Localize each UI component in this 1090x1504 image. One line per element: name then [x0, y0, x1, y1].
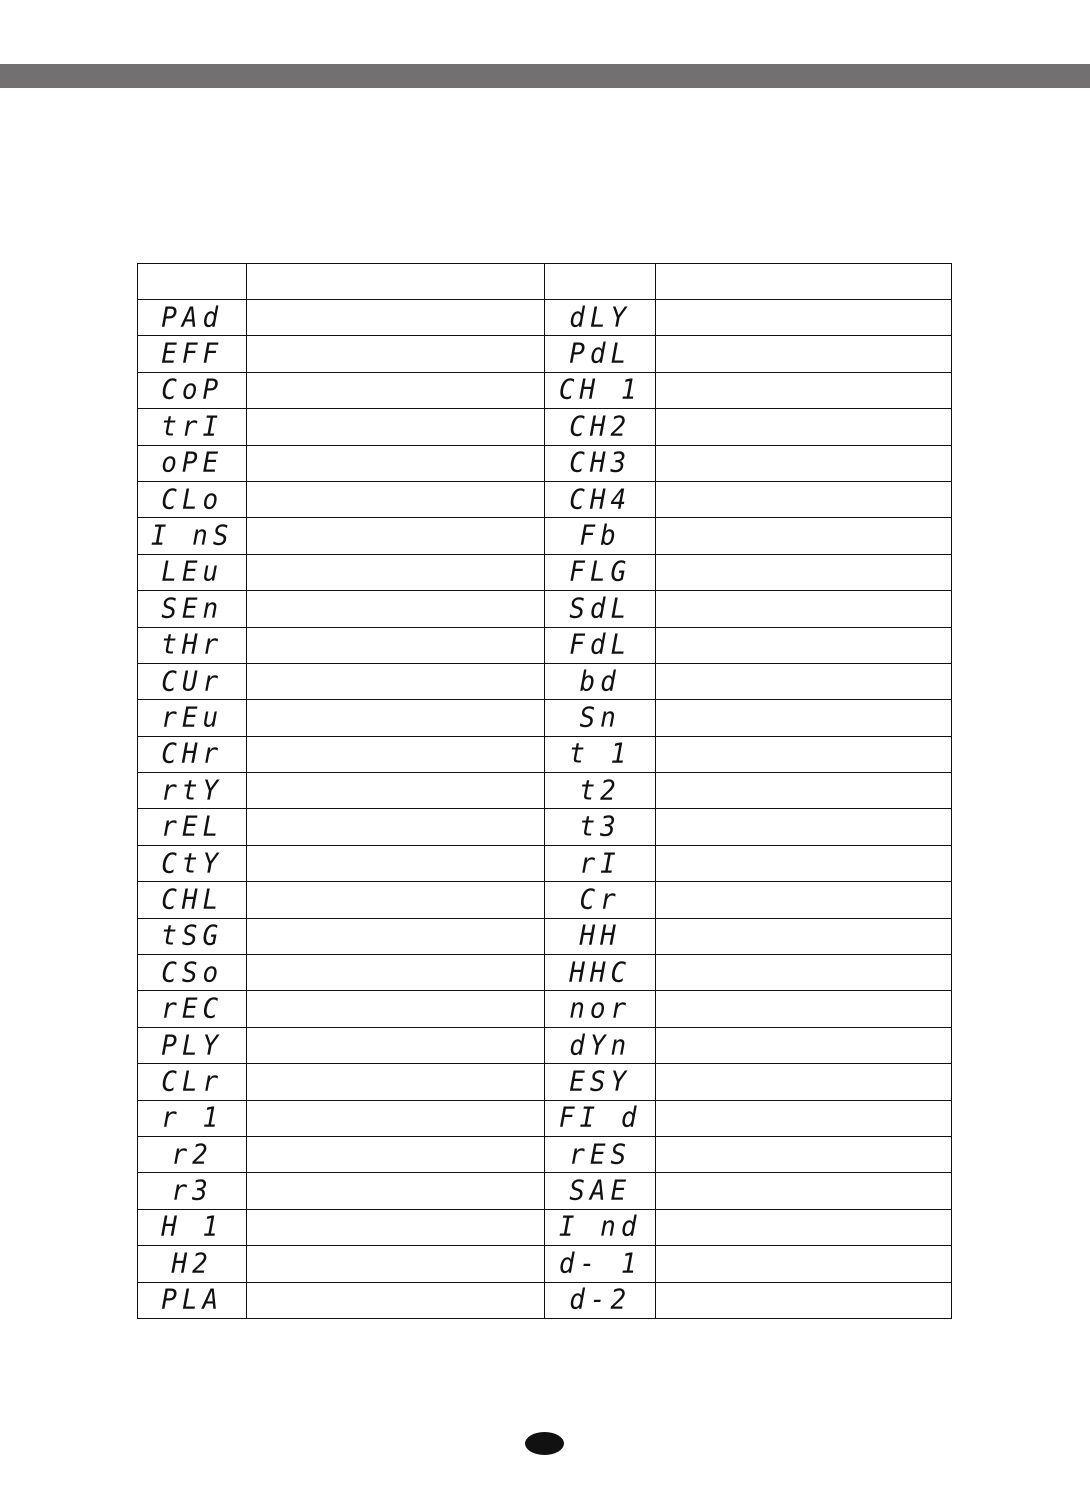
code-cell: [138, 445, 247, 481]
lcd-code: trI: [161, 411, 224, 443]
table-row: [138, 773, 952, 809]
table-row: [138, 554, 952, 590]
lcd-code: CHr: [161, 738, 224, 771]
lcd-code: I nS: [150, 520, 234, 552]
code-cell: [545, 554, 655, 590]
lcd-code: CoP: [161, 374, 224, 407]
description-cell: [247, 336, 545, 372]
table-row: [138, 700, 952, 736]
code-cell: [545, 955, 655, 991]
description-cell: [655, 991, 951, 1027]
code-cell: [138, 336, 247, 372]
lcd-code: d-2: [569, 1284, 632, 1316]
code-cell: [545, 809, 655, 845]
lcd-code: H 1: [161, 1211, 224, 1244]
description-cell: [247, 372, 545, 408]
lcd-code: t2: [579, 775, 621, 807]
table-row: [138, 518, 952, 554]
lcd-code: PdL: [569, 338, 632, 370]
lcd-code: CLo: [161, 483, 224, 516]
lcd-code: CH 1: [558, 374, 642, 407]
header-cell-description-2: [655, 264, 951, 300]
description-cell: [247, 773, 545, 809]
code-cell: [138, 1027, 247, 1063]
code-cell: [138, 591, 247, 627]
table-row: [138, 1136, 952, 1172]
table-row: [138, 1282, 952, 1318]
code-cell: [545, 627, 655, 663]
lcd-code: Fb: [579, 520, 621, 552]
code-cell: [545, 736, 655, 772]
description-cell: [655, 1246, 951, 1282]
table-row: [138, 809, 952, 845]
code-cell: [138, 1064, 247, 1100]
code-cell: [138, 809, 247, 845]
code-cell: [138, 1209, 247, 1245]
description-cell: [655, 336, 951, 372]
description-cell: [247, 663, 545, 699]
table-row: [138, 481, 952, 517]
code-cell: [545, 591, 655, 627]
code-cell: [138, 700, 247, 736]
table-row: [138, 918, 952, 954]
code-cell: [545, 300, 655, 336]
lcd-code: LEu: [161, 556, 224, 589]
code-cell: [545, 663, 655, 699]
description-cell: [655, 918, 951, 954]
description-cell: [247, 845, 545, 881]
lcd-code: CUr: [161, 665, 224, 698]
code-cell: [545, 481, 655, 517]
lcd-code: Sn: [579, 702, 621, 734]
table-row: [138, 882, 952, 918]
description-cell: [247, 554, 545, 590]
display-code-table: [137, 263, 952, 1319]
description-cell: [247, 1209, 545, 1245]
description-cell: [655, 481, 951, 517]
description-cell: [247, 1246, 545, 1282]
description-cell: [247, 1173, 545, 1209]
lcd-code: rES: [569, 1138, 632, 1171]
page-number-badge: [525, 1432, 564, 1455]
lcd-code: Cr: [579, 884, 621, 916]
lcd-code: r2: [171, 1138, 213, 1171]
lcd-code: FdL: [569, 629, 632, 661]
description-cell: [655, 372, 951, 408]
code-cell: [138, 409, 247, 445]
table-row: [138, 1100, 952, 1136]
description-cell: [655, 1209, 951, 1245]
description-cell: [247, 591, 545, 627]
lcd-code: t 1: [569, 738, 632, 771]
code-cell: [545, 845, 655, 881]
code-cell: [138, 882, 247, 918]
table-row: [138, 591, 952, 627]
lcd-code: FLG: [569, 556, 632, 589]
table-row: [138, 372, 952, 408]
lcd-code: rtY: [161, 775, 224, 807]
code-cell: [138, 1246, 247, 1282]
description-cell: [247, 736, 545, 772]
table-row: [138, 1064, 952, 1100]
lcd-code: SAE: [569, 1175, 632, 1207]
code-cell: [545, 1064, 655, 1100]
description-cell: [655, 445, 951, 481]
lcd-code: tSG: [161, 920, 224, 953]
code-cell: [545, 1246, 655, 1282]
description-cell: [247, 882, 545, 918]
code-cell: [138, 1100, 247, 1136]
table-header-row: [138, 264, 952, 300]
table-row: [138, 663, 952, 699]
description-cell: [655, 882, 951, 918]
table-row: [138, 300, 952, 336]
code-cell: [545, 445, 655, 481]
description-cell: [655, 300, 951, 336]
description-cell: [247, 481, 545, 517]
code-cell: [138, 955, 247, 991]
table-row: [138, 409, 952, 445]
description-cell: [247, 1136, 545, 1172]
description-cell: [655, 773, 951, 809]
lcd-code: HH: [579, 920, 621, 953]
lcd-code: CHL: [161, 884, 224, 916]
lcd-code: d- 1: [558, 1248, 642, 1280]
code-cell: [545, 518, 655, 554]
description-cell: [655, 1100, 951, 1136]
description-cell: [655, 1064, 951, 1100]
lcd-code: t3: [579, 811, 621, 843]
table-row: [138, 991, 952, 1027]
table-row: [138, 845, 952, 881]
description-cell: [655, 409, 951, 445]
lcd-code: CH2: [569, 411, 632, 443]
code-cell: [138, 1173, 247, 1209]
table-row: [138, 1246, 952, 1282]
code-cell: [545, 773, 655, 809]
description-cell: [655, 554, 951, 590]
description-cell: [247, 918, 545, 954]
description-cell: [655, 591, 951, 627]
description-cell: [655, 1282, 951, 1318]
description-cell: [655, 518, 951, 554]
description-cell: [247, 627, 545, 663]
lcd-code: SdL: [569, 593, 632, 625]
description-cell: [247, 1064, 545, 1100]
code-cell: [545, 882, 655, 918]
code-cell: [545, 1027, 655, 1063]
lcd-code: r3: [171, 1175, 213, 1207]
table-row: [138, 1209, 952, 1245]
lcd-code: CSo: [161, 956, 224, 989]
description-cell: [655, 627, 951, 663]
lcd-code: CH4: [569, 483, 632, 516]
description-cell: [655, 736, 951, 772]
code-cell: [138, 918, 247, 954]
code-cell: [545, 409, 655, 445]
table-row: [138, 1027, 952, 1063]
description-cell: [247, 809, 545, 845]
description-cell: [247, 1282, 545, 1318]
description-cell: [655, 845, 951, 881]
description-cell: [247, 1027, 545, 1063]
code-cell: [545, 336, 655, 372]
lcd-code: rEC: [161, 993, 224, 1025]
header-cell-code-2: [545, 264, 655, 300]
lcd-code: rEL: [161, 811, 224, 843]
lcd-code: CLr: [161, 1066, 224, 1098]
code-cell: [138, 627, 247, 663]
lcd-code: PLA: [161, 1284, 224, 1316]
code-cell: [545, 1282, 655, 1318]
description-cell: [655, 663, 951, 699]
lcd-code: HHC: [569, 956, 632, 989]
code-cell: [138, 554, 247, 590]
lcd-code: PAd: [161, 301, 224, 334]
description-cell: [247, 1100, 545, 1136]
table-row: [138, 1173, 952, 1209]
code-cell: [545, 918, 655, 954]
table-row: [138, 336, 952, 372]
code-cell: [138, 736, 247, 772]
header-cell-code-1: [138, 264, 247, 300]
description-cell: [247, 991, 545, 1027]
code-cell: [545, 1136, 655, 1172]
description-cell: [247, 445, 545, 481]
lcd-code: oPE: [161, 447, 224, 479]
lcd-code: I nd: [558, 1211, 642, 1244]
code-cell: [545, 991, 655, 1027]
code-cell: [138, 773, 247, 809]
header-bar: [0, 64, 1090, 88]
code-cell: [138, 300, 247, 336]
code-cell: [138, 518, 247, 554]
table-row: [138, 736, 952, 772]
lcd-code: rEu: [161, 702, 224, 734]
table-row: [138, 445, 952, 481]
description-cell: [247, 300, 545, 336]
lcd-code: H2: [171, 1248, 213, 1280]
code-cell: [545, 1173, 655, 1209]
description-cell: [247, 700, 545, 736]
lcd-code: PLY: [161, 1029, 224, 1062]
lcd-code: ESY: [569, 1066, 632, 1098]
header-cell-description-1: [247, 264, 545, 300]
code-cell: [138, 991, 247, 1027]
lcd-code: rI: [579, 847, 621, 880]
description-cell: [655, 955, 951, 991]
code-cell: [138, 663, 247, 699]
code-cell: [545, 1100, 655, 1136]
description-cell: [655, 700, 951, 736]
description-cell: [247, 409, 545, 445]
lcd-code: CH3: [569, 447, 632, 479]
description-cell: [655, 1027, 951, 1063]
description-cell: [655, 809, 951, 845]
description-cell: [247, 955, 545, 991]
description-cell: [247, 518, 545, 554]
lcd-code: dYn: [569, 1029, 632, 1062]
table-row: [138, 955, 952, 991]
code-cell: [545, 700, 655, 736]
description-cell: [655, 1173, 951, 1209]
lcd-code: nor: [569, 993, 632, 1025]
code-cell: [138, 845, 247, 881]
code-cell: [138, 481, 247, 517]
lcd-code: r 1: [161, 1102, 224, 1135]
description-cell: [655, 1136, 951, 1172]
lcd-code: FI d: [558, 1102, 642, 1135]
code-cell: [545, 1209, 655, 1245]
code-cell: [138, 372, 247, 408]
code-cell: [138, 1282, 247, 1318]
lcd-code: EFF: [161, 338, 224, 370]
lcd-code: tHr: [161, 629, 224, 661]
lcd-code: SEn: [161, 593, 224, 625]
table-row: [138, 627, 952, 663]
code-cell: [138, 1136, 247, 1172]
lcd-code: dLY: [569, 301, 632, 334]
lcd-code: CtY: [161, 847, 224, 880]
code-cell: [545, 372, 655, 408]
lcd-code: bd: [579, 665, 621, 698]
